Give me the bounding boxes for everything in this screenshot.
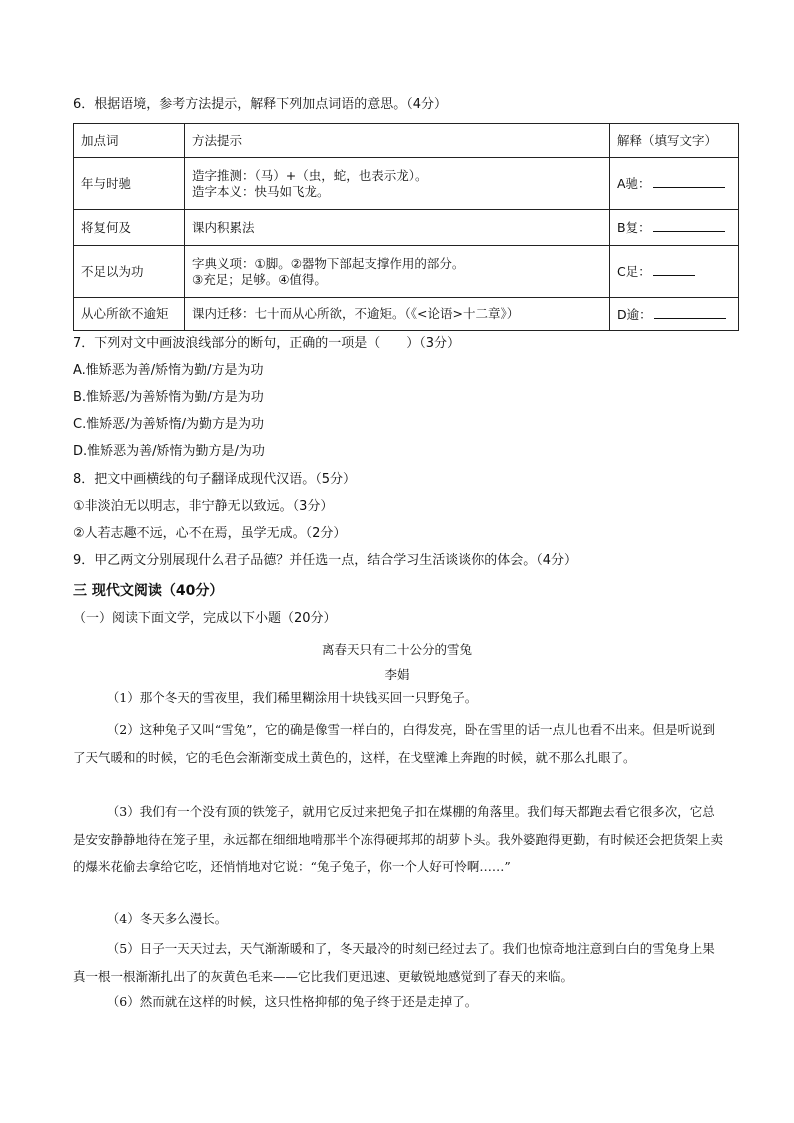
header-hint: 方法提示 xyxy=(185,124,610,158)
row-hint xyxy=(185,158,610,210)
hint-line: ③充足；足够。④值得。 xyxy=(192,271,327,287)
article-paragraph: （3）我们有一个没有顶的铁笼子，就用它反过来把兔子扣在煤棚的角落里。我们每天都跑去看它很多次，它总是安安静静地待在笼子里，永远都在细细地啃那半个冻得硬邦邦的胡萝卜头。我外婆跑得更勤，有时候还会把货架上卖的爆米花偷去拿给它吃，还悄悄地对它说：“兔子兔子，你一个人好可怜啊……” xyxy=(73,804,724,874)
hint-line: 造字本义：快马如飞龙。 xyxy=(192,183,330,199)
answer-blank[interactable] xyxy=(653,219,725,232)
answer-cell xyxy=(610,210,739,246)
question-9-stem: 9．甲乙两文分别展现什么君子品德？并任选一点，结合学习生活谈谈你的体会。（4分） xyxy=(73,553,578,568)
article-title: 离春天只有二十公分的雪兔 xyxy=(321,642,472,657)
row-word: 从心所欲不逾矩 xyxy=(74,298,185,331)
row-hint: 课内积累法 xyxy=(185,210,610,246)
hint-line: 造字推测：（马）+（虫，蛇，也表示龙）。 xyxy=(192,167,428,183)
option-a[interactable]: A.惟矫恶为善/矫惰为勤/方是为功 xyxy=(73,363,264,378)
row-word: 将复何及 xyxy=(74,210,185,246)
answer-label: C足： xyxy=(617,264,651,279)
answer-blank[interactable] xyxy=(653,263,695,276)
table-header-row xyxy=(74,124,739,158)
question-8-item: ②人若志趣不远，心不在焉，虽学无成。（2分） xyxy=(73,526,347,541)
row-hint xyxy=(185,246,610,298)
article-paragraph: （4）冬天多么漫长。 xyxy=(106,911,228,926)
table-row xyxy=(74,158,739,210)
article-paragraph: （5）日子一天天过去，天气渐渐暖和了，冬天最冷的时刻已经过去了。我们也惊奇地注意到白白的雪兔身上果真一根一根渐渐扎出了的灰黄色毛来——它比我们更迅速、更敏锐地感觉到了春天的来临。 xyxy=(73,941,715,984)
question-8-item: ①非淡泊无以明志，非宁静无以致远。（3分） xyxy=(73,499,334,514)
question-6-stem: 6．根据语境，参考方法提示，解释下列加点词语的意思。（4分） xyxy=(73,97,448,112)
table-row xyxy=(74,246,739,298)
answer-cell xyxy=(610,298,739,331)
row-word: 年与时驰 xyxy=(74,158,185,210)
question-7-stem: 7．下列对文中画波浪线部分的断句，正确的一项是（ ）（3分） xyxy=(73,336,461,351)
article-author: 李娟 xyxy=(384,667,410,682)
answer-label: D逾： xyxy=(617,306,652,322)
article-paragraph: （1）那个冬天的雪夜里，我们稀里糊涂用十块钱买回一只野兔子。 xyxy=(106,690,478,705)
question-6-table xyxy=(73,123,739,331)
article-paragraph: （2）这种兔子又叫“雪兔”，它的确是像雪一样白的，白得发亮，卧在雪里的话一点儿也看不出来。但是听说到了天气暖和的时候，它的毛色会渐渐变成土黄色的，这样，在戈壁滩上奔跑的时候，就不那么扎眼了。 xyxy=(73,722,715,765)
answer-label: B复： xyxy=(617,220,651,235)
answer-cell xyxy=(610,158,739,210)
row-word: 不足以为功 xyxy=(74,246,185,298)
table-row xyxy=(74,210,739,246)
answer-blank[interactable] xyxy=(654,306,726,319)
hint-line: 字典义项：①脚。②器物下部起支撑作用的部分。 xyxy=(192,255,465,271)
section-subtitle: （一）阅读下面文学，完成以下小题（20分） xyxy=(73,611,337,626)
question-8-stem: 8．把文中画横线的句子翻译成现代汉语。（5分） xyxy=(73,472,357,487)
header-answer: 解释（填写文字） xyxy=(610,124,739,158)
answer-cell xyxy=(610,246,739,298)
header-word: 加点词 xyxy=(74,124,185,158)
option-d[interactable]: D.惟矫恶为善/矫惰为勤方是/为功 xyxy=(73,444,265,459)
answer-label: A驰： xyxy=(617,176,651,191)
article-paragraph: （6）然而就在这样的时候，这只性格抑郁的兔子终于还是走掉了。 xyxy=(106,994,478,1009)
table-row xyxy=(74,298,739,331)
section-title: 三 现代文阅读（40分） xyxy=(73,583,224,599)
option-b[interactable]: B.惟矫恶/为善矫惰为勤/方是为功 xyxy=(73,390,264,405)
option-c[interactable]: C.惟矫恶/为善矫惰/为勤方是为功 xyxy=(73,417,264,432)
row-hint: 课内迁移：七十而从心所欲，不逾矩。（《<论语>十二章》） xyxy=(185,298,610,331)
answer-blank[interactable] xyxy=(653,175,725,188)
